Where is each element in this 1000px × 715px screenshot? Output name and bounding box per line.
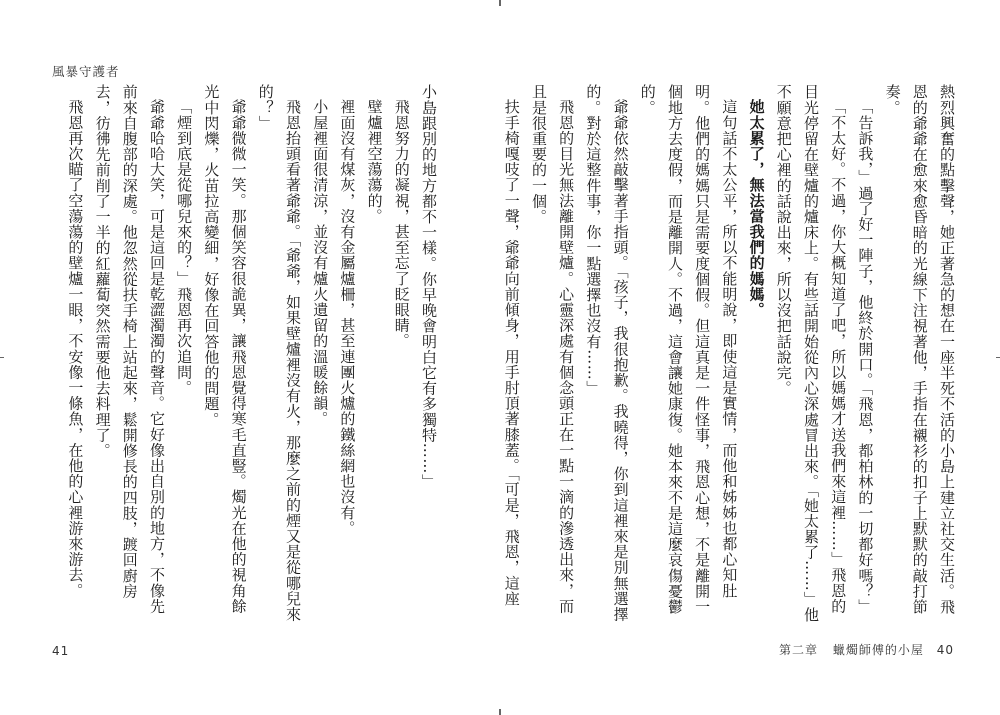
emphasized-thought: 她太累了，無法當我們的媽媽。 [747, 99, 766, 318]
paragraph: 爺爺微微一笑。那個笑容很詭異，讓飛恩覺得寒毛直豎。燭光在他的視角餘光中閃爍，火苗拉高變細，好像在回答他的問題。 [202, 84, 248, 614]
paragraph: 小屋裡面很清涼，並沒有爐火遺留的溫暖餘韻。 [311, 99, 330, 427]
right-page-body-text [502, 84, 960, 624]
running-footer-right [779, 641, 954, 658]
paragraph: 熱烈興奮的點擊聲，她正著急的想在一座半死不活的小島上建立社交生活。飛恩的爺爺在愈來愈昏暗的光線下注視著他，手指在襯衫的扣子上默默的敲打節奏。 [883, 84, 956, 615]
paragraph: 裡面沒有煤灰，沒有金屬爐柵，甚至連團火爐的鐵絲網也沒有。 [338, 99, 357, 536]
running-header-book-title: 風暴守護者 [52, 64, 120, 79]
paragraph: 壁爐裡空蕩蕩的。 [365, 99, 384, 224]
paragraph: 扶手椅嘎吱了一聲，爺爺向前傾身，用手肘頂著膝蓋。「可是，飛恩，這座 [502, 99, 521, 607]
right-page [500, 0, 1000, 715]
paragraph: 飛恩努力的凝視，甚至忘了眨眼睛。 [392, 99, 411, 349]
paragraph: 爺爺依然敲擊著手指頭。「孩子，我很抱歉。我曉得，你到這裡來是別無選擇的。對於這整件事，你一點選擇也沒有……」 [584, 84, 630, 622]
paragraph: 爺爺哈哈大笑，可是這回是乾澀濁濁的聲音。它好像出自別的地方，不像先前來自腹部的深處。他忽然從扶手椅上站起來，鬆開修長的四肢，踱回廚房去，彷彿先前削了一半的紅蘿蔔突然需要他去料理了。 [93, 84, 166, 614]
paragraph: 飛恩抬頭看著爺爺。「爺爺，如果壁爐裡沒有火，那麼之前的煙又是從哪兒來的？」 [256, 84, 302, 622]
left-page-body-text [62, 84, 442, 624]
chapter-title: 蠟燭師傅的小屋 [832, 643, 924, 657]
page-number-left: 41 [52, 644, 70, 658]
paragraph: 「告訴我，」過了好一陣子，他終於開口。「飛恩，都柏林的一切都好嗎？」 [856, 99, 875, 615]
paragraph: 飛恩的目光無法離開壁爐。心靈深處有個念頭正在一點一滴的滲透出來，而且是很重要的一個。 [529, 84, 576, 614]
chapter-label: 第二章 [779, 643, 819, 657]
paragraph: 這句話不太公平，所以不能明說，即使這是實情，而他和姊姊也都心知肚明。他們的媽媽只是需要度個假。但這真是一件怪事，飛恩心想，不是離開一個地方去度假，而是離開人。不過，這會讓她康復。她本來不是這麼哀傷憂鬱的。 [638, 84, 739, 615]
paragraph: 飛恩再次瞄了空蕩蕩的壁爐一眼，不安像一條魚，在他的心裡游來游去。 [66, 99, 85, 599]
paragraph: 「不太好。不過，你大概知道了吧，所以媽媽才送我們來這裡……」飛恩的目光停留在壁爐的爐床上。有些話開始從內心深處冒出來。「她太累了……」他不願意把心裡的話說出來，所以沒把話說完。 [774, 84, 848, 623]
page-number-right: 40 [936, 643, 954, 657]
paragraph: 小島跟別的地方都不一樣。你早晚會明白它有多獨特……」 [420, 84, 438, 490]
paragraph: 「煙到底是從哪兒來的？」飛恩再次追問。 [175, 99, 194, 396]
